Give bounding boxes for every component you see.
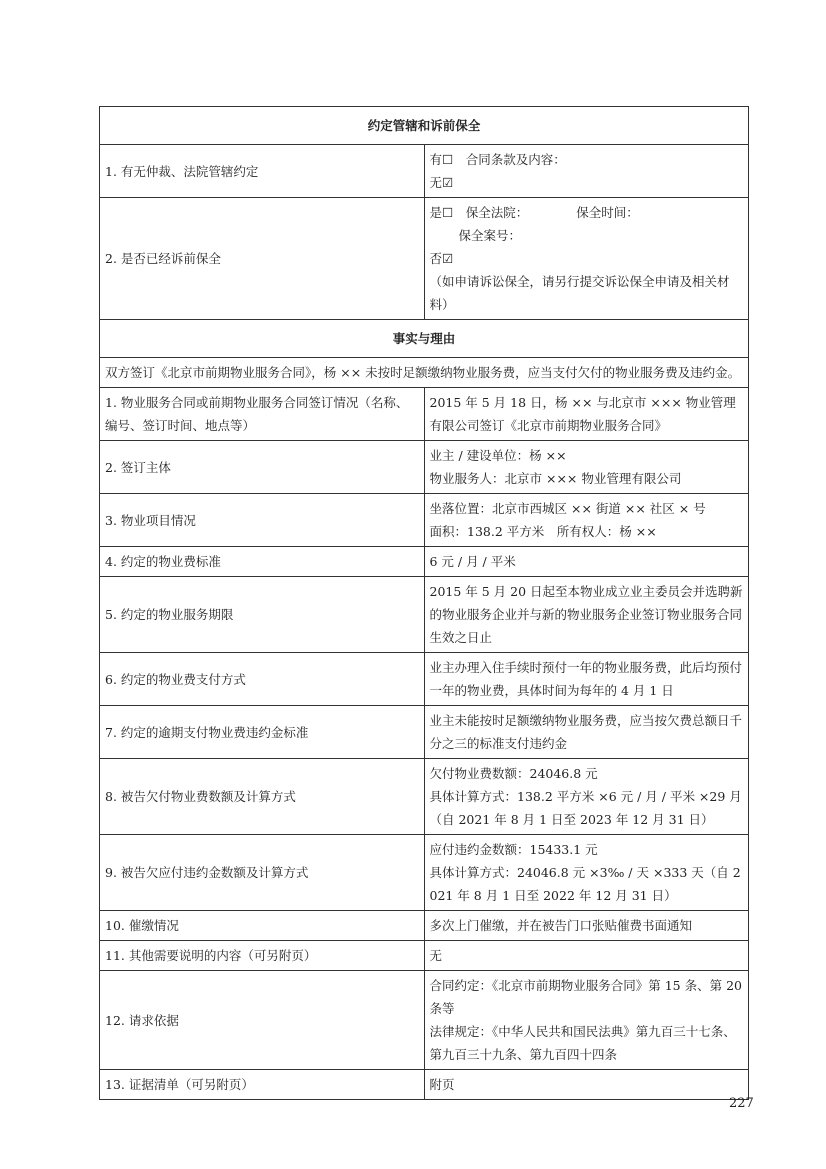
table-row: [100, 198, 749, 320]
row-label-payment-method: 6. 约定的物业费支付方式: [100, 653, 425, 706]
table-row: [100, 577, 749, 653]
row-value-parties: [424, 441, 749, 494]
row-value-preservation: [424, 198, 749, 320]
row-value-basis: [424, 971, 749, 1070]
table-row: [100, 835, 749, 911]
section-title-facts: 事实与理由: [100, 320, 749, 358]
table-row: [100, 547, 749, 577]
table-row: [100, 388, 749, 441]
table-row: [100, 358, 749, 388]
checkbox-yes-preservation: 是☐: [429, 205, 454, 220]
property-location: 坐落位置：北京市西城区 ×× 街道 ×× 社区 × 号: [429, 501, 706, 516]
preservation-case-no-label: 保全案号：: [458, 228, 522, 243]
table-row: [100, 941, 749, 971]
arrears-calculation: 具体计算方式：138.2 平方米 ×6 元 / 月 / 平米 ×29 月（自 2021 年 8 月 1 日至 2023 年 12 月 31 日）: [429, 789, 742, 827]
row-value-arrears: [424, 759, 749, 835]
table-row: [100, 441, 749, 494]
row-label-parties: 2. 签订主体: [100, 441, 425, 494]
row-label-collection: 10. 催缴情况: [100, 911, 425, 941]
row-value-penalty: [424, 835, 749, 911]
penalty-amount: 应付违约金数额：15433.1 元: [429, 842, 598, 857]
penalty-calculation: 具体计算方式：24046.8 元 ×3‰ / 天 ×333 天（自 2021 年 8 月 1 日至 2022 年 12 月 31 日）: [429, 865, 741, 903]
row-label-property: 3. 物业项目情况: [100, 494, 425, 547]
legal-basis: 法律规定：《中华人民共和国民法典》第九百三十七条、第九百三十九条、第九百四十四条: [429, 1024, 736, 1062]
row-label-evidence: 13. 证据清单（可另附页）: [100, 1070, 425, 1100]
table-row: [100, 759, 749, 835]
row-value-contract-signing: 2015 年 5 月 18 日，杨 ×× 与北京市 ××× 物业管理有限公司签订《北京市前期物业服务合同》: [424, 388, 749, 441]
row-label-contract-signing: 1. 物业服务合同或前期物业服务合同签订情况（名称、编号、签订时间、地点等）: [100, 388, 425, 441]
row-label-basis: 12. 请求依据: [100, 971, 425, 1070]
table-row: [100, 653, 749, 706]
page-number: 227: [729, 1096, 754, 1111]
preservation-note: （如申请诉讼保全，请另行提交诉讼保全申请及相关材料）: [429, 274, 730, 312]
contract-basis: 合同约定：《北京市前期物业服务合同》第 15 条、第 20 条等: [429, 978, 742, 1016]
table-row: [100, 706, 749, 759]
row-label-other: 11. 其他需要说明的内容（可另附页）: [100, 941, 425, 971]
row-label-arrears: 8. 被告欠付物业费数额及计算方式: [100, 759, 425, 835]
row-value-collection: 多次上门催缴，并在被告门口张贴催费书面通知: [424, 911, 749, 941]
row-value-penalty-standard: 业主未能按时足额缴纳物业服务费，应当按欠费总额日千分之三的标准支付违约金: [424, 706, 749, 759]
table-row: [100, 145, 749, 198]
row-value-fee-standard: 6 元 / 月 / 平米: [424, 547, 749, 577]
row-value-service-term: 2015 年 5 月 20 日起至本物业成立业主委员会并选聘新的物业服务企业并与新的物业服务企业签订物业服务合同生效之日止: [424, 577, 749, 653]
checkbox-yes-arbitration: 有☐: [429, 152, 454, 167]
row-value-arbitration: [424, 145, 749, 198]
preservation-court-label: 保全法院：: [465, 205, 529, 220]
checkbox-no-arbitration: 无☑: [429, 175, 454, 190]
property-area-owner: 面积：138.2 平方米 所有权人：杨 ××: [429, 524, 657, 539]
facts-summary: 双方签订《北京市前期物业服务合同》，杨 ×× 未按时足额缴纳物业服务费，应当支付欠付的物业服务费及违约金。: [100, 358, 749, 388]
row-value-payment-method: 业主办理入住手续时预付一年的物业服务费，此后均预付一年的物业费，具体时间为每年的 4 月 1 日: [424, 653, 749, 706]
row-label-preservation: 2. 是否已经诉前保全: [100, 198, 425, 320]
table-row: [100, 1070, 749, 1100]
checkbox-no-preservation: 否☑: [429, 251, 454, 266]
row-value-property: [424, 494, 749, 547]
service-provider-line: 物业服务人：北京市 ××× 物业管理有限公司: [429, 471, 682, 486]
table-row: [100, 494, 749, 547]
contract-clause-label: 合同条款及内容：: [465, 152, 566, 167]
row-label-fee-standard: 4. 约定的物业费标准: [100, 547, 425, 577]
table-row: [100, 911, 749, 941]
row-label-penalty: 9. 被告欠应付违约金数额及计算方式: [100, 835, 425, 911]
row-label-service-term: 5. 约定的物业服务期限: [100, 577, 425, 653]
table-row: [100, 971, 749, 1070]
section-title-jurisdiction: 约定管辖和诉前保全: [100, 107, 749, 145]
complaint-form-table: [99, 106, 749, 1100]
preservation-time-label: 保全时间：: [576, 205, 639, 220]
row-label-penalty-standard: 7. 约定的逾期支付物业费违约金标准: [100, 706, 425, 759]
arrears-amount: 欠付物业费数额：24046.8 元: [429, 766, 598, 781]
row-value-other: 无: [424, 941, 749, 971]
row-label-arbitration: 1. 有无仲裁、法院管辖约定: [100, 145, 425, 198]
row-value-evidence: 附页: [424, 1070, 749, 1100]
owner-line: 业主 / 建设单位：杨 ××: [429, 448, 567, 463]
